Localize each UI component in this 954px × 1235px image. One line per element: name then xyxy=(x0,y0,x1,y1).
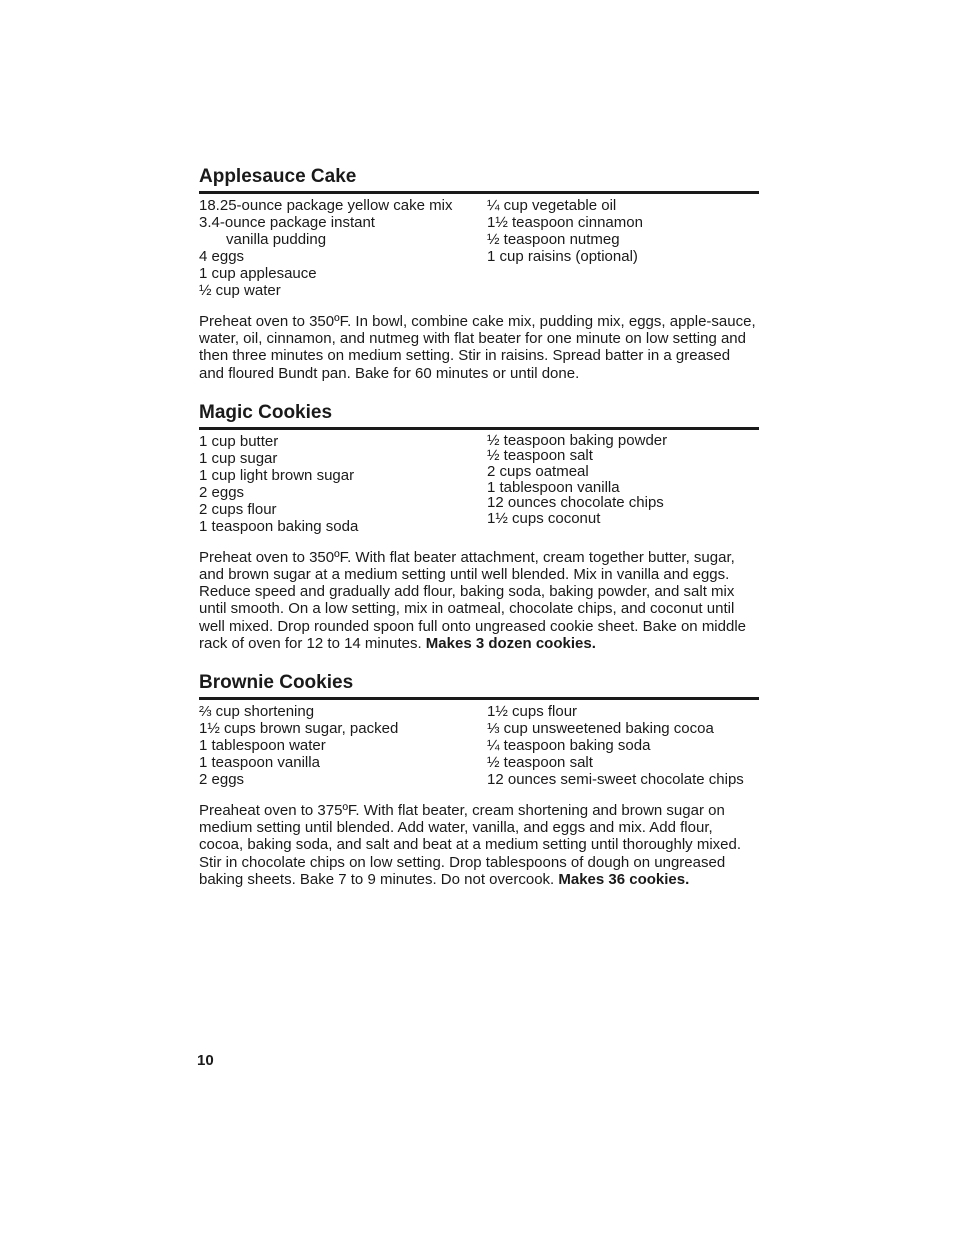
ingredient-column-right xyxy=(487,433,759,535)
recipe-method xyxy=(199,802,759,888)
ingredient-item: 3.4-ounce package instant xyxy=(199,214,375,231)
recipe-title: Brownie Cookies xyxy=(199,672,759,700)
ingredient-item: ¼ teaspoon baking soda xyxy=(487,737,651,755)
ingredient-column-left xyxy=(199,703,487,788)
recipe-brownie-cookies xyxy=(199,672,759,888)
ingredient-item: 1 cup light brown sugar xyxy=(199,466,355,484)
ingredient-item: 1 tablespoon vanilla xyxy=(487,478,620,496)
method-text: Preaheat oven to 375ºF. With flat beater, cream shortening and brown sugar on medium setting until blended. Add water, vanilla, and eggs and mix. Add flour, cocoa, baking soda, and salt and beat at a medium setting until thoroughly mixed. Stir in chocolate chips on low setting. Drop tablespoons of dough on ungreased baking sheets. Bake 7 to 9 minutes. Do not overcook. xyxy=(199,802,741,888)
page-number: 10 xyxy=(197,1052,214,1069)
ingredient-item: vanilla pudding xyxy=(226,231,327,248)
ingredient-item: 1 tablespoon water xyxy=(199,737,326,755)
method-text: Preheat oven to 350ºF. In bowl, combine cake mix, pudding mix, eggs, apple-sauce, water, oil, cinnamon, and nutmeg with flat beater for one minute on low setting and then three minutes on medium setting. Stir in raisins. Spread batter in a greased and floured Bundt pan. Bake for 60 minutes or until done. xyxy=(199,313,756,382)
ingredient-item: 2 eggs xyxy=(199,771,245,789)
ingredient-item: 1 teaspoon baking soda xyxy=(199,517,359,535)
ingredient-item: 1½ teaspoon cinnamon xyxy=(487,214,643,231)
ingredient-item: 1 cup butter xyxy=(199,432,279,450)
ingredient-list xyxy=(199,197,759,299)
ingredient-column-left xyxy=(199,433,487,535)
recipe-method xyxy=(199,549,759,652)
ingredient-item: 2 cups flour xyxy=(199,500,277,518)
ingredient-item: ½ teaspoon salt xyxy=(487,754,593,772)
ingredient-item: 1½ cups coconut xyxy=(487,509,601,527)
recipe-magic-cookies xyxy=(199,402,759,652)
ingredient-item: 12 ounces semi-sweet chocolate chips xyxy=(487,771,744,789)
ingredient-item: 2 cups oatmeal xyxy=(487,463,589,480)
recipe-yield: Makes 3 dozen cookies. xyxy=(425,634,596,652)
method-text: Preheat oven to 350ºF. With flat beater attachment, cream together butter, sugar, and brown sugar at a medium setting until well blended. Mix in vanilla and eggs. Reduce speed and gradually add flour, baking soda, baking powder, and salt mix until smooth. On a low setting, mix in oatmeal, chocolate chips, and coconut until well mixed. Drop rounded spoon full onto ungreased cookie sheet. Bake on middle rack of oven for 12 to 14 minutes. xyxy=(199,548,747,652)
ingredient-item: 1 cup sugar xyxy=(199,449,278,467)
ingredient-item: ¼ cup vegetable oil xyxy=(487,197,617,214)
ingredient-item: 12 ounces chocolate chips xyxy=(487,494,664,512)
ingredient-column-left xyxy=(199,197,487,299)
ingredient-item: 1 cup raisins (optional) xyxy=(487,248,638,265)
ingredient-item: ½ teaspoon baking powder xyxy=(487,431,668,449)
ingredient-item: ½ cup water xyxy=(199,282,281,299)
ingredient-item: ⅓ cup unsweetened baking cocoa xyxy=(487,720,714,738)
ingredient-item: 1 teaspoon vanilla xyxy=(199,754,320,772)
recipe-applesauce-cake xyxy=(199,166,759,382)
ingredient-list xyxy=(199,703,759,788)
ingredient-item: 4 eggs xyxy=(199,248,245,265)
ingredient-item: 2 eggs xyxy=(199,483,245,501)
recipe-title: Magic Cookies xyxy=(199,402,759,430)
recipe-method xyxy=(199,313,759,382)
ingredient-column-right xyxy=(487,197,759,299)
ingredient-item: ½ teaspoon nutmeg xyxy=(487,231,620,248)
ingredient-column-right xyxy=(487,703,759,788)
recipe-title: Applesauce Cake xyxy=(199,166,759,194)
ingredient-item: ⅔ cup shortening xyxy=(199,703,315,721)
ingredient-item: ½ teaspoon salt xyxy=(487,447,593,465)
ingredient-item: 18.25-ounce package yellow cake mix xyxy=(199,197,453,214)
recipe-yield: Makes 36 cookies. xyxy=(558,870,690,888)
recipe-page xyxy=(199,166,759,888)
ingredient-item: 1½ cups flour xyxy=(487,703,578,721)
ingredient-item: 1 cup applesauce xyxy=(199,265,317,282)
ingredient-list xyxy=(199,433,759,535)
ingredient-item: 1½ cups brown sugar, packed xyxy=(199,720,399,738)
